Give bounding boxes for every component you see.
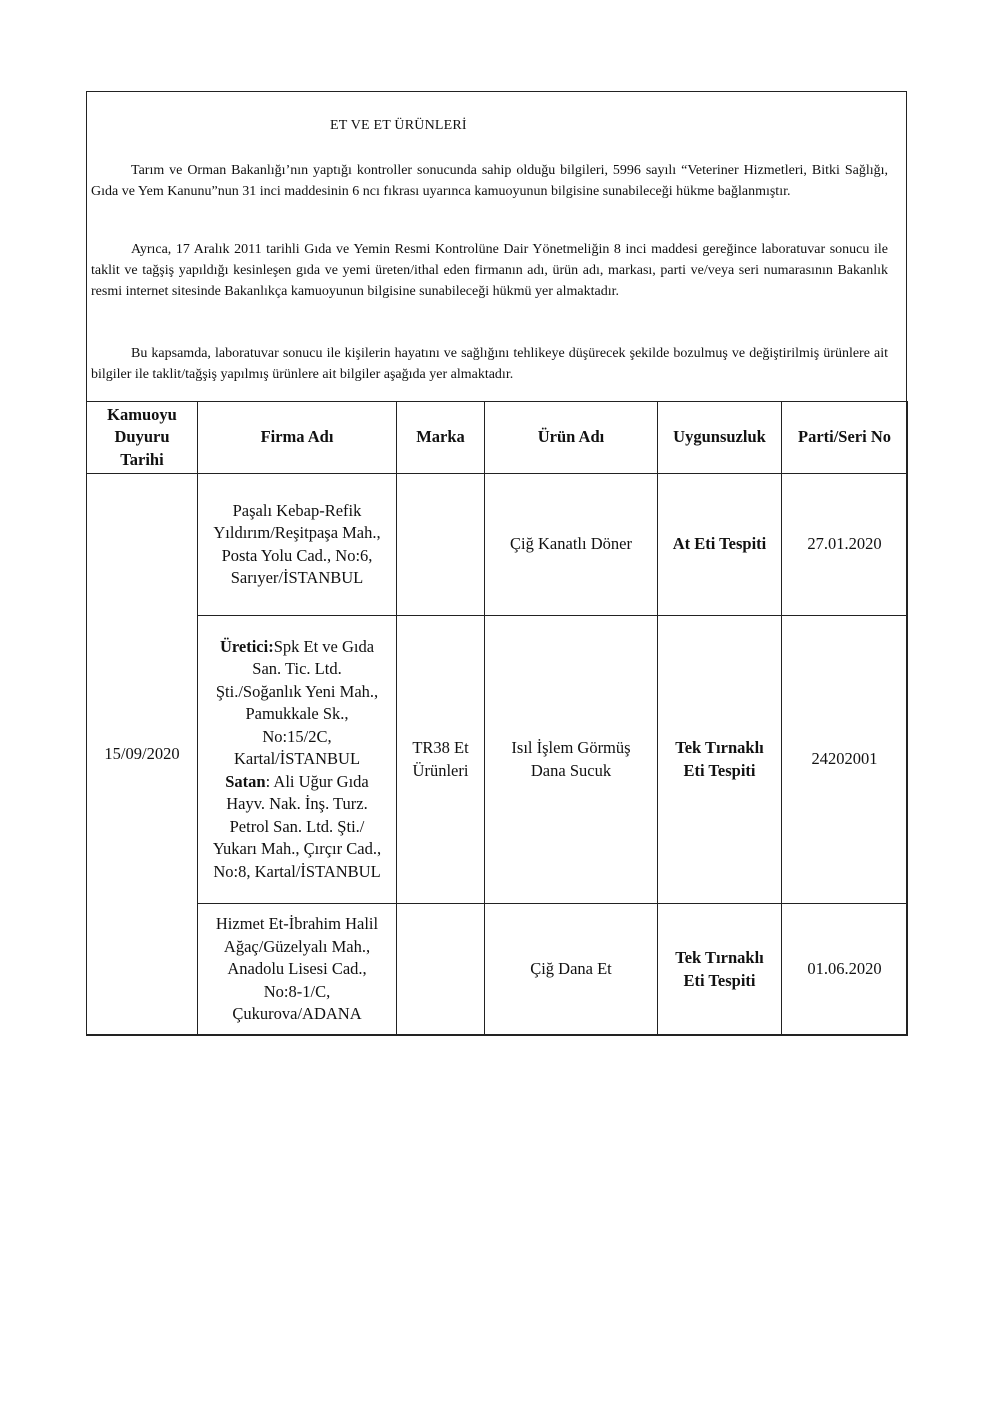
- product-cell: Isıl İşlem Görmüş Dana Sucuk: [485, 616, 658, 904]
- product-cell: Çiğ Kanatlı Döner: [485, 474, 658, 616]
- announcement-date-cell: 15/09/2020: [87, 474, 198, 1036]
- brand-cell: [397, 474, 485, 616]
- issue-cell: At Eti Tespiti: [658, 474, 782, 616]
- header-lot: Parti/Seri No: [782, 402, 908, 474]
- paragraph-2-text: Ayrıca, 17 Aralık 2011 tarihli Gıda ve Yemin Resmi Kontrolüne Dair Yönetmeliğin 8 inci maddesi gereğince laboratuvar sonucu ile taklit ve tağşiş yapıldığı kesinleşen gıda ve yemi üreten/ithal eden firmanın adı, ürün adı, markası, parti ve/veya seri numarasının Bakanlık resmi internet sitesinde Bakanlıkça kamuoyunun bilgisine sunabileceği hükmü yer almaktadır.: [91, 242, 888, 299]
- firm-cell: Paşalı Kebap-Refik Yıldırım/Reşitpaşa Mah., Posta Yolu Cad., No:6, Sarıyer/İSTANBUL: [198, 474, 397, 616]
- document-heading: ET VE ET ÜRÜNLERİ: [330, 118, 467, 133]
- paragraph-3: [91, 343, 888, 385]
- paragraph-1: [91, 160, 888, 202]
- product-cell: Çiğ Dana Et: [485, 904, 658, 1036]
- producer-label: Üretici:: [219, 636, 274, 656]
- intro-section: [87, 92, 906, 402]
- lot-cell: 27.01.2020: [782, 474, 908, 616]
- paragraph-2: [91, 239, 888, 302]
- seller-label: Satan: [225, 771, 266, 791]
- issue-cell: Tek Tırnaklı Eti Tespiti: [658, 616, 782, 904]
- table-header-row: [87, 402, 908, 474]
- header-brand: Marka: [397, 402, 485, 474]
- table-row: [87, 904, 908, 1036]
- firm-cell: Üretici:Spk Et ve Gıda San. Tic. Ltd. Şti./Soğanlık Yeni Mah., Pamukkale Sk., No:15/2C, Kartal/İSTANBUL Satan: Ali Uğur Gıda Hayv. Nak. İnş. Turz. Petrol San. Ltd. Şti./ Yukarı Mah., Çırçır Cad., No:8, Kartal/İSTANBUL: [198, 616, 397, 904]
- document-frame: [86, 91, 907, 1035]
- header-issue: Uygunsuzluk: [658, 402, 782, 474]
- lot-cell: 01.06.2020: [782, 904, 908, 1036]
- paragraph-3-text: Bu kapsamda, laboratuvar sonucu ile kişilerin hayatını ve sağlığını tehlikeye düşürecek şekilde bozulmuş ve değiştirilmiş ürünlere ait bilgiler ile taklit/tağşiş yapılmış ürünlere ait bilgiler aşağıda yer almaktadır.: [91, 346, 888, 382]
- firm-cell: Hizmet Et-İbrahim Halil Ağaç/Güzelyalı Mah., Anadolu Lisesi Cad., No:8-1/C, Çukurova/ADANA: [198, 904, 397, 1036]
- table-row: [87, 616, 908, 904]
- paragraph-1-text: Tarım ve Orman Bakanlığı’nın yaptığı kontroller sonucunda sahip olduğu bilgileri, 5996 sayılı “Veteriner Hizmetleri, Bitki Sağlığı, Gıda ve Yem Kanunu”nun 31 inci maddesinin 6 ncı fıkrası uyarınca kamuoyunun bilgisine sunabileceği hükme bağlanmıştır.: [91, 163, 888, 199]
- brand-cell: TR38 Et Ürünleri: [397, 616, 485, 904]
- header-date: Kamuoyu Duyuru Tarihi: [87, 402, 198, 474]
- header-firm: Firma Adı: [198, 402, 397, 474]
- lot-cell: 24202001: [782, 616, 908, 904]
- header-product: Ürün Adı: [485, 402, 658, 474]
- issue-cell: Tek Tırnaklı Eti Tespiti: [658, 904, 782, 1036]
- table-row: [87, 474, 908, 616]
- results-table: [86, 401, 908, 1036]
- brand-cell: [397, 904, 485, 1036]
